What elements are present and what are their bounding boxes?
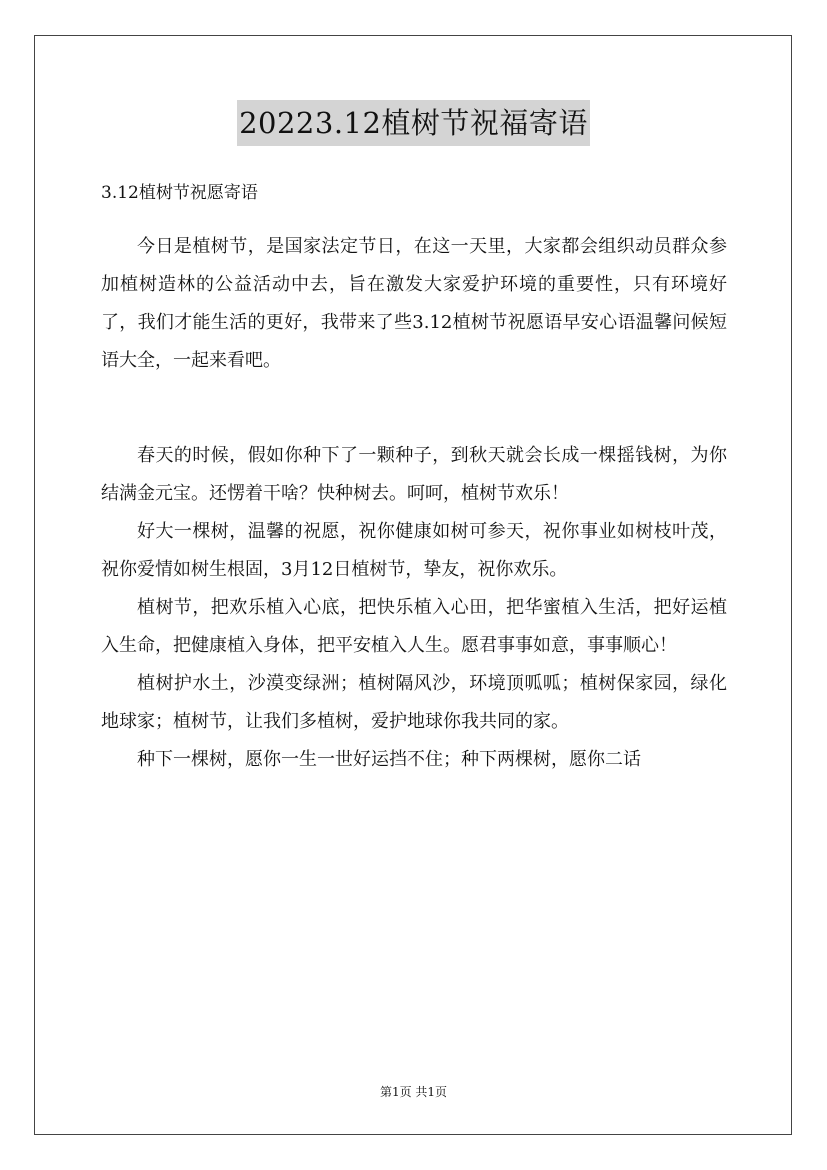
paragraph: 种下一棵树，愿你一生一世好运挡不住；种下两棵树，愿你二话: [137, 749, 641, 770]
title-container: [0, 100, 827, 146]
paragraph: 春天的时候，假如你种下了一颗种子，到秋天就会长成一棵摇钱树，为你结满金元宝。还愣着干啥？快种树去。呵呵，植树节欢乐！: [101, 445, 727, 504]
document-body: [101, 228, 727, 779]
paragraph-gap: [101, 380, 727, 437]
page-footer: 第1页 共1页: [379, 1085, 448, 1099]
paragraph: 植树节，把欢乐植入心底，把快乐植入心田，把华蜜植入生活，把好运植入生命，把健康植入身体，把平安植入人生。愿君事事如意，事事顺心！: [101, 597, 727, 656]
document-subheading: 3.12植树节祝愿寄语: [101, 183, 258, 203]
paragraph: 好大一棵树，温馨的祝愿，祝你健康如树可参天，祝你事业如树枝叶茂，祝你爱情如树生根固，3月12日植树节，挚友，祝你欢乐。: [101, 521, 727, 580]
document-title: 20223.12植树节祝福寄语: [237, 100, 590, 146]
paragraph-intro: 今日是植树节，是国家法定节日，在这一天里，大家都会组织动员群众参加植树造林的公益活动中去，旨在激发大家爱护环境的重要性，只有环境好了，我们才能生活的更好，我带来了些3.12植树节祝愿语早安心语温馨问候短语大全，一起来看吧。: [101, 236, 727, 371]
paragraph: 植树护水土，沙漠变绿洲；植树隔风沙，环境顶呱呱；植树保家园，绿化地球家；植树节，让我们多植树，爱护地球你我共同的家。: [101, 673, 727, 732]
